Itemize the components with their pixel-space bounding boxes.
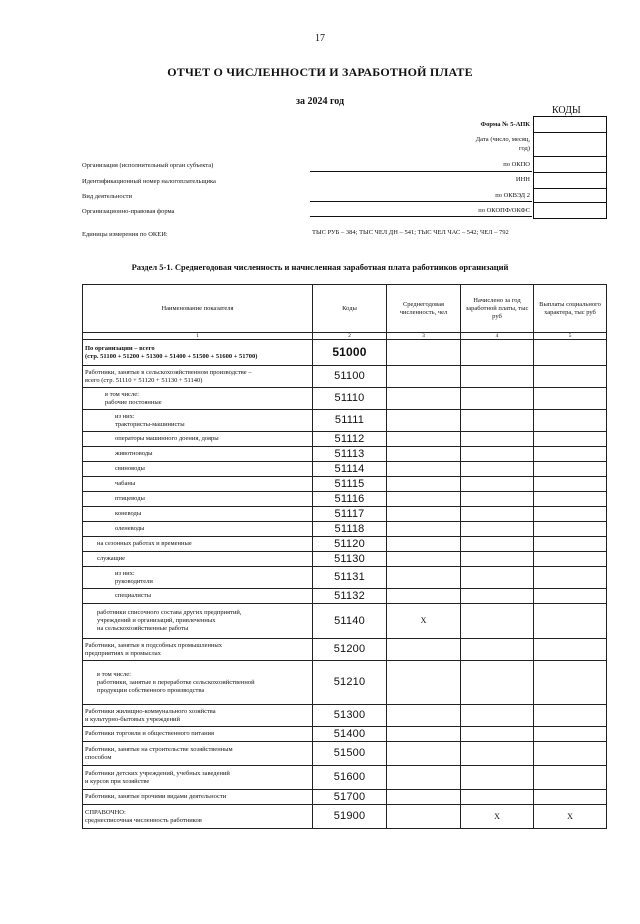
- value-cell[interactable]: [387, 552, 461, 567]
- row-label: [83, 727, 313, 742]
- value-cell[interactable]: [387, 340, 461, 366]
- row-label-line: служащие: [97, 555, 126, 562]
- section-title: Раздел 5-1. Среднегодовая численность и начисленная заработная плата работников организаций: [131, 262, 509, 272]
- row-label-line: в том числе:: [105, 390, 139, 398]
- value-cell[interactable]: [534, 432, 607, 447]
- okved-label: по ОКВЭД 2: [495, 192, 530, 199]
- table-row: [83, 410, 607, 432]
- row-label-line: коневоды: [115, 510, 142, 517]
- row-code: 51000: [313, 340, 387, 366]
- table-row: [83, 805, 607, 829]
- value-cell[interactable]: [387, 766, 461, 790]
- value-cell[interactable]: [534, 705, 607, 727]
- row-label: [83, 388, 313, 410]
- row-code: 51110: [313, 388, 387, 410]
- row-code: 51115: [313, 477, 387, 492]
- row-label: [83, 366, 313, 388]
- value-cell[interactable]: [387, 639, 461, 661]
- row-label: [83, 340, 313, 366]
- value-cell[interactable]: [461, 790, 534, 805]
- row-label-line: и культурно-бытовых учреждений: [85, 715, 181, 723]
- row-code: 51500: [313, 742, 387, 766]
- row-label-line: оленеводы: [115, 525, 145, 532]
- row-label-line: свиноводы: [115, 465, 145, 472]
- row-code: 51130: [313, 552, 387, 567]
- value-cell[interactable]: [387, 790, 461, 805]
- table-row: [83, 604, 607, 639]
- value-cell[interactable]: [387, 432, 461, 447]
- code-box-form[interactable]: [533, 116, 607, 133]
- col-number: 1: [83, 333, 313, 340]
- row-label: [83, 766, 313, 790]
- row-code: 51114: [313, 462, 387, 477]
- report-period: за 2024 год: [295, 96, 345, 107]
- value-cell[interactable]: [387, 507, 461, 522]
- table-row: [83, 661, 607, 705]
- row-code: 51118: [313, 522, 387, 537]
- row-label-line: из них:: [115, 569, 135, 577]
- value-cell[interactable]: [534, 790, 607, 805]
- value-cell[interactable]: [534, 552, 607, 567]
- value-cell[interactable]: [461, 567, 534, 589]
- row-label-line: Работники, занятые на строительстве хозяйственным: [85, 745, 233, 753]
- legal-input-line[interactable]: [310, 216, 532, 217]
- value-cell[interactable]: [461, 447, 534, 462]
- value-cell[interactable]: [387, 522, 461, 537]
- code-box-okved[interactable]: [533, 188, 607, 203]
- report-title: ОТЧЕТ О ЧИСЛЕННОСТИ И ЗАРАБОТНОЙ ПЛАТЕ: [167, 65, 473, 79]
- value-cell[interactable]: [534, 366, 607, 388]
- row-label: [83, 639, 313, 661]
- value-cell[interactable]: [387, 388, 461, 410]
- date-label-2: год): [518, 145, 530, 152]
- row-code: 51400: [313, 727, 387, 742]
- row-label: [83, 447, 313, 462]
- row-label-line: чабаны: [115, 480, 136, 487]
- row-label-line: работники списочного состава других предприятий,: [97, 609, 242, 616]
- value-cell[interactable]: [461, 705, 534, 727]
- row-label-line: СПРАВОЧНО:: [85, 808, 126, 816]
- value-cell[interactable]: [461, 462, 534, 477]
- row-code: 51100: [313, 366, 387, 388]
- value-cell[interactable]: [461, 410, 534, 432]
- row-label-line: способом: [85, 753, 112, 761]
- row-code: 51140: [313, 604, 387, 639]
- table-row: [83, 766, 607, 790]
- col-number: 2: [313, 333, 387, 340]
- code-box-inn[interactable]: [533, 172, 607, 189]
- row-code: 51132: [313, 589, 387, 604]
- table-row: [83, 507, 607, 522]
- codes-label: КОДЫ: [552, 105, 581, 116]
- row-label-line: операторы машинного доения, дояры: [115, 435, 219, 442]
- value-cell[interactable]: [461, 661, 534, 705]
- row-label-line: Работники, занятые в подсобных промышленных: [85, 641, 223, 649]
- value-cell[interactable]: [387, 462, 461, 477]
- row-label-line: и курсов при хозяйстве: [85, 777, 150, 785]
- value-cell[interactable]: [461, 432, 534, 447]
- value-cell[interactable]: [387, 705, 461, 727]
- inn-code-label: ИНН: [515, 176, 530, 183]
- table-row: [83, 537, 607, 552]
- value-cell[interactable]: [534, 742, 607, 766]
- row-label: [83, 790, 313, 805]
- value-cell[interactable]: [534, 507, 607, 522]
- row-code: 51112: [313, 432, 387, 447]
- row-label: [83, 522, 313, 537]
- units-value: ТЫС РУБ – 384; ТЫС ЧЕЛ ДН – 541; ТЫС ЧЕЛ ЧАС – 542; ЧЕЛ – 792: [312, 229, 509, 236]
- value-cell[interactable]: [387, 589, 461, 604]
- row-code: 51116: [313, 492, 387, 507]
- row-label: [83, 604, 313, 639]
- value-cell[interactable]: [461, 766, 534, 790]
- value-cell[interactable]: [461, 492, 534, 507]
- activity-label: Вид деятельности: [82, 193, 132, 200]
- row-label: [83, 432, 313, 447]
- row-code: 51200: [313, 639, 387, 661]
- row-label-line: в том числе:: [97, 670, 131, 678]
- row-code: 51131: [313, 567, 387, 589]
- row-label-line: продукции собственного производства: [97, 686, 205, 694]
- value-cell[interactable]: [534, 522, 607, 537]
- code-box-okpo[interactable]: [533, 156, 607, 173]
- row-label-line: птицеводы: [115, 495, 145, 502]
- org-label: Организация (исполнительный орган субъекта): [82, 162, 214, 169]
- value-cell[interactable]: [534, 492, 607, 507]
- value-cell[interactable]: [461, 589, 534, 604]
- value-cell[interactable]: [461, 742, 534, 766]
- activity-input-line[interactable]: [310, 201, 532, 202]
- table-row: [83, 705, 607, 727]
- row-code: 51700: [313, 790, 387, 805]
- row-label-line: работники, занятые в переработке сельскохозяйственной: [97, 678, 255, 686]
- data-table: [82, 284, 607, 829]
- table-row: [83, 447, 607, 462]
- value-cell[interactable]: [534, 537, 607, 552]
- value-cell[interactable]: [387, 567, 461, 589]
- row-label-line: из них:: [115, 412, 135, 420]
- value-cell[interactable]: [534, 661, 607, 705]
- value-cell[interactable]: [461, 727, 534, 742]
- value-cell: Х: [461, 805, 534, 829]
- table-row: [83, 790, 607, 805]
- org-input-line[interactable]: [310, 171, 532, 172]
- row-label: [83, 567, 313, 589]
- value-cell[interactable]: [387, 366, 461, 388]
- row-label: [83, 589, 313, 604]
- value-cell[interactable]: [534, 639, 607, 661]
- row-label: [83, 705, 313, 727]
- row-label-line: (стр. 51100 + 51200 + 51300 + 51400 + 51500 + 51600 + 51700): [85, 352, 258, 360]
- value-cell[interactable]: [461, 340, 534, 366]
- row-label: [83, 805, 313, 829]
- row-label: [83, 661, 313, 705]
- okpo-label: по ОКПО: [503, 161, 530, 168]
- row-label: [83, 537, 313, 552]
- table-row: [83, 567, 607, 589]
- row-code: 51120: [313, 537, 387, 552]
- row-code: 51900: [313, 805, 387, 829]
- form-label: Форма № 5-АПК: [480, 121, 530, 128]
- value-cell[interactable]: [461, 639, 534, 661]
- value-cell[interactable]: [461, 522, 534, 537]
- value-cell[interactable]: [534, 589, 607, 604]
- table-row: [83, 388, 607, 410]
- header-accrued: Начислено за год заработной платы, тыс руб: [461, 285, 534, 333]
- date-label: Дата (число, месяц,: [475, 136, 530, 143]
- value-cell[interactable]: [534, 604, 607, 639]
- value-cell[interactable]: [387, 742, 461, 766]
- header-row: [83, 285, 607, 333]
- table-row: [83, 727, 607, 742]
- value-cell[interactable]: [387, 410, 461, 432]
- row-label-line: среднесписочная численность работников: [85, 816, 202, 824]
- value-cell[interactable]: [534, 477, 607, 492]
- row-label-line: специалисты: [115, 592, 151, 599]
- value-cell: Х: [387, 604, 461, 639]
- value-cell[interactable]: [461, 366, 534, 388]
- value-cell[interactable]: [461, 507, 534, 522]
- value-cell[interactable]: [387, 492, 461, 507]
- value-cell[interactable]: [534, 447, 607, 462]
- row-label: [83, 410, 313, 432]
- row-code: 51111: [313, 410, 387, 432]
- row-label-line: Работники жилищно-коммунального хозяйства: [85, 707, 216, 715]
- header-avg: Среднегодовая численность, чел: [387, 285, 461, 333]
- table-row: [83, 742, 607, 766]
- value-cell[interactable]: [461, 388, 534, 410]
- column-number-row: [83, 333, 607, 340]
- table-row: [83, 492, 607, 507]
- table-row: [83, 432, 607, 447]
- value-cell[interactable]: [387, 661, 461, 705]
- value-cell[interactable]: [387, 727, 461, 742]
- row-label: [83, 552, 313, 567]
- col-number: 3: [387, 333, 461, 340]
- header-codes: Коды: [313, 285, 387, 333]
- code-box-date[interactable]: [533, 132, 607, 157]
- row-label-line: Работники, занятые прочими видами деятельности: [85, 793, 227, 800]
- table-row: [83, 552, 607, 567]
- code-box-okopf[interactable]: [533, 202, 607, 219]
- row-label: [83, 507, 313, 522]
- page-number: 17: [315, 33, 325, 44]
- row-label: [83, 477, 313, 492]
- value-cell[interactable]: [387, 447, 461, 462]
- okopf-label: по ОКОПФ/ОКФС: [478, 207, 530, 214]
- row-label-line: предприятиях и промыслах: [85, 649, 161, 657]
- row-code: 51117: [313, 507, 387, 522]
- value-cell[interactable]: [387, 537, 461, 552]
- value-cell[interactable]: [534, 727, 607, 742]
- table-row: [83, 477, 607, 492]
- header-social: Выплаты социального характера, тыс руб: [534, 285, 607, 333]
- row-label-line: Работники торговли и общественного питания: [85, 730, 215, 737]
- units-label: Единицы измерения по ОКЕИ:: [82, 231, 168, 238]
- value-cell[interactable]: [387, 477, 461, 492]
- row-label-line: на сезонных работах и временные: [97, 540, 192, 547]
- value-cell[interactable]: [461, 537, 534, 552]
- row-code: 51600: [313, 766, 387, 790]
- legal-form-label: Организационно-правовая форма: [82, 208, 175, 215]
- row-label: [83, 462, 313, 477]
- row-label-line: рабочие постоянные: [105, 398, 162, 406]
- inn-label: Идентификационный номер налогоплательщика: [82, 178, 216, 185]
- value-cell[interactable]: [534, 766, 607, 790]
- value-cell[interactable]: [387, 805, 461, 829]
- row-label-line: Работники детских учреждений, учебных заведений: [85, 769, 230, 777]
- value-cell[interactable]: [461, 552, 534, 567]
- value-cell[interactable]: [534, 388, 607, 410]
- table-row: [83, 589, 607, 604]
- row-label-line: Работники, занятые в сельскохозяйственном производстве –: [85, 368, 252, 376]
- col-number: 4: [461, 333, 534, 340]
- value-cell[interactable]: [534, 567, 607, 589]
- row-code: 51210: [313, 661, 387, 705]
- value-cell[interactable]: [534, 340, 607, 366]
- table-row: [83, 639, 607, 661]
- value-cell[interactable]: [461, 604, 534, 639]
- row-label-line: на сельскохозяйственные работы: [97, 625, 189, 632]
- row-label: [83, 742, 313, 766]
- col-number: 5: [534, 333, 607, 340]
- row-code: 51300: [313, 705, 387, 727]
- row-label-line: По организации – всего: [85, 344, 155, 352]
- row-label-line: всего (стр. 51110 + 51120 + 51130 + 51140): [85, 376, 203, 384]
- row-code: 51113: [313, 447, 387, 462]
- value-cell[interactable]: [461, 477, 534, 492]
- table-row: [83, 462, 607, 477]
- table-row: [83, 366, 607, 388]
- value-cell: Х: [534, 805, 607, 829]
- row-label-line: учреждений и организаций, привлеченных: [97, 617, 216, 624]
- row-label: [83, 492, 313, 507]
- header-name: Наименование показателя: [83, 285, 313, 333]
- value-cell[interactable]: [534, 462, 607, 477]
- table-row: [83, 340, 607, 366]
- value-cell[interactable]: [534, 410, 607, 432]
- row-label-line: животноводы: [115, 450, 153, 457]
- row-label-line: трактористы-машинисты: [115, 420, 185, 428]
- table-row: [83, 522, 607, 537]
- row-label-line: руководители: [115, 577, 153, 585]
